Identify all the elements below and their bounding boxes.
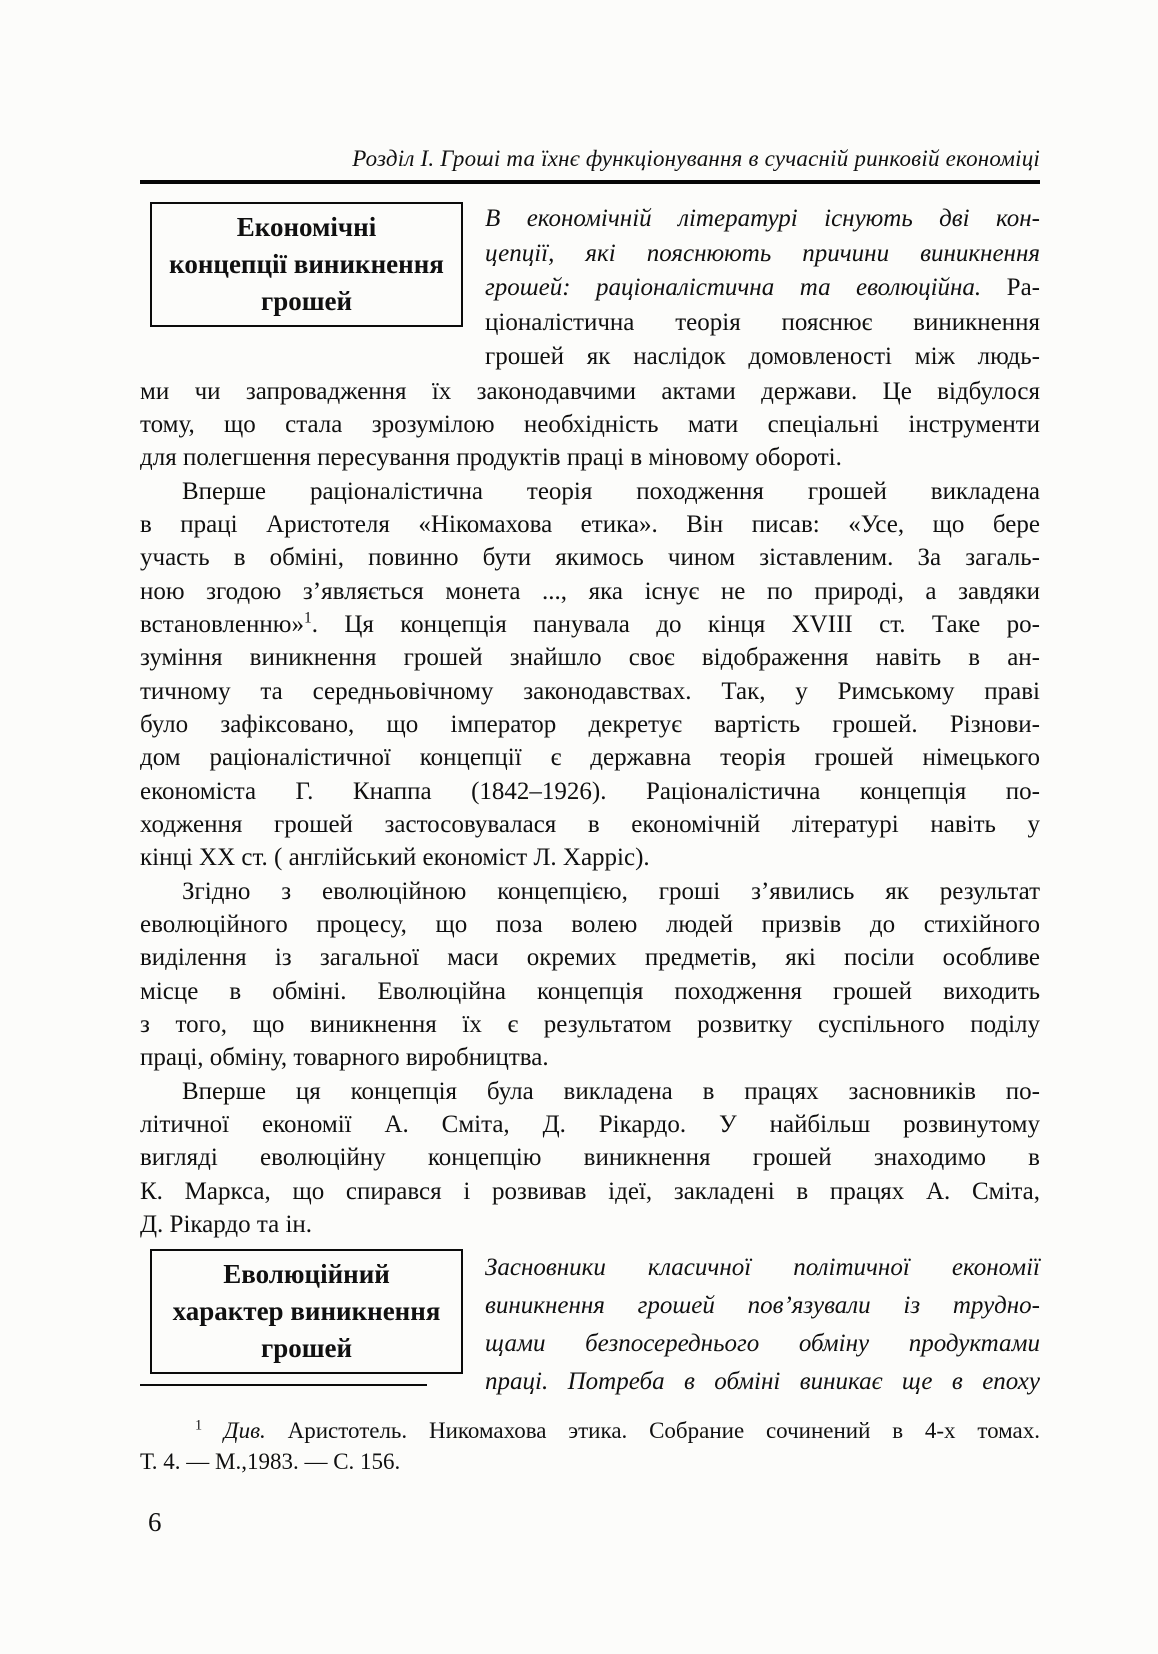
text-line: праці, обміну, товарного виробництва. — [140, 1044, 549, 1072]
text-line: В економічній літературі існують дві кон- — [485, 205, 1040, 232]
footnote — [140, 1415, 1040, 1477]
footnote-line — [140, 1415, 1040, 1446]
text-line: ціоналістична теорія пояснює виникнення — [485, 308, 1040, 336]
concept-box-economic — [150, 202, 463, 327]
wrapped-text-column — [485, 1249, 1040, 1401]
side-column — [140, 202, 463, 327]
text-line: зуміння виникнення грошей знайшло своє відображення навіть в ан- — [140, 644, 1040, 672]
text-line-with-footnote-ref — [140, 608, 1040, 641]
concept-box-economic-line: грошей — [260, 286, 353, 316]
text-line: в праці Аристотеля «Нікомахова етика». Він писав: «Усе, що бере — [140, 510, 1040, 538]
text-line: ною згодою з’являється монета ..., яка існує не по природі, а завдяки — [140, 577, 1040, 605]
text-line: Вперше ця концепція була викладена в працях засновників по- — [182, 1077, 1040, 1105]
footnote-text-segment: Аристотель. Никомахова этика. Собрание сочинений в 4-х томах. — [265, 1418, 1040, 1444]
footnote-line: Т. 4. — М.,1983. — С. 156. — [140, 1449, 401, 1475]
wrapped-text-column — [485, 202, 1040, 375]
italic-text-segment: грошей: раціоналістична та еволюційна. — [485, 274, 982, 301]
text-line — [485, 271, 1040, 306]
text-line: ми чи запровадження їх законодавчими актами держави. Це відбулося — [140, 377, 1040, 405]
text-line: виникнення грошей пов’язували із трудно- — [485, 1292, 1040, 1320]
text-line: було зафіксовано, що імператор декретує вартість грошей. Різнови- — [140, 710, 1040, 738]
text-line: кінці XX ст. ( англійський економіст Л. Харріс). — [140, 844, 650, 872]
running-head-chapter-title: Розділ І. Гроші та їхнє функціонування в сучасній ринковій економіці — [352, 146, 1040, 171]
text-line: економіста Г. Кнаппа (1842–1926). Раціоналістична концепція по- — [140, 777, 1040, 805]
text-line: Д. Рікардо та ін. — [140, 1211, 313, 1239]
text-line: Вперше раціоналістична теорія походження грошей викладена — [182, 477, 1040, 505]
text-line: грошей як наслідок домовленості між людь- — [485, 343, 1040, 370]
side-column — [140, 1249, 463, 1386]
body-text — [140, 375, 1040, 1242]
text-line: Згідно з еволюційною концепцією, гроші з’явились як результат — [182, 877, 1040, 905]
concept-box-evolutionary-line: характер виникнення — [172, 1296, 441, 1327]
concept-box-evolutionary-line: Еволюційний — [223, 1259, 390, 1290]
text-segment: встановленню» — [140, 610, 304, 638]
text-segment: Ра- — [981, 274, 1041, 301]
text-line: праці. Потреба в обміні виникає ще в епоху — [485, 1368, 1040, 1396]
text-line: літичної економії А. Сміта, Д. Рікардо. У найбільш розвинутому — [140, 1111, 1040, 1139]
text-segment: . Ця концепція панувала до кінця XVIII ст. Таке ро- — [311, 610, 1040, 638]
concept-box-evolutionary-line: грошей — [260, 1333, 353, 1364]
text-line: вигляді еволюційну концепцію виникнення грошей знаходимо в — [140, 1144, 1040, 1172]
text-line: з того, що виникнення їх є результатом розвитку суспільного поділу — [140, 1011, 1040, 1039]
page-number: 6 — [148, 1507, 162, 1538]
header-rule — [140, 180, 1040, 184]
footnote-reference-marker: 1 — [303, 609, 312, 627]
page-content — [140, 0, 1040, 1538]
section-row-economic-concepts — [140, 202, 1040, 375]
text-line: Засновники класичної політичної економії — [485, 1254, 1040, 1282]
text-line: дом раціоналістичної концепції є державна теорія грошей німецького — [140, 744, 1040, 772]
text-line: ходження грошей застосовувалася в економічній літературі навіть у — [140, 810, 1040, 838]
footnote-marker: 1 — [195, 1417, 203, 1434]
text-line: щами безпосереднього обміну продуктами — [485, 1330, 1040, 1358]
text-line: цепції, які пояснюють причини виникнення — [485, 239, 1040, 267]
text-line: тому, що стала зрозумілою необхідність мати спеціальні інструменти — [140, 410, 1040, 438]
concept-box-economic-line: концепції виникнення — [169, 249, 444, 279]
text-line: виділення із загальної маси окремих предметів, які посіли особливе — [140, 944, 1040, 972]
text-line: еволюційного процесу, що поза волею людей призвів до стихійного — [140, 911, 1040, 938]
section-row-evolutionary-character — [140, 1249, 1040, 1401]
concept-box-evolutionary — [150, 1249, 463, 1374]
text-line: участь в обміні, повинно бути якимось чином зіставленим. За загаль- — [140, 544, 1040, 572]
text-line: тичному та середньовічному законодавствах. Так, у Римському праві — [140, 677, 1040, 705]
text-line: місце в обміні. Еволюційна концепція походження грошей виходить — [140, 977, 1040, 1005]
footnote-separator-rule — [140, 1384, 427, 1386]
footnote-see-abbrev: Див. — [202, 1418, 266, 1444]
text-line: К. Маркса, що спирався і розвивав ідеї, закладені в працях А. Сміта, — [140, 1177, 1040, 1205]
text-line: для полегшення пересування продуктів праці в міновому обороті. — [140, 444, 842, 472]
concept-box-economic-line: Економічні — [236, 212, 377, 242]
